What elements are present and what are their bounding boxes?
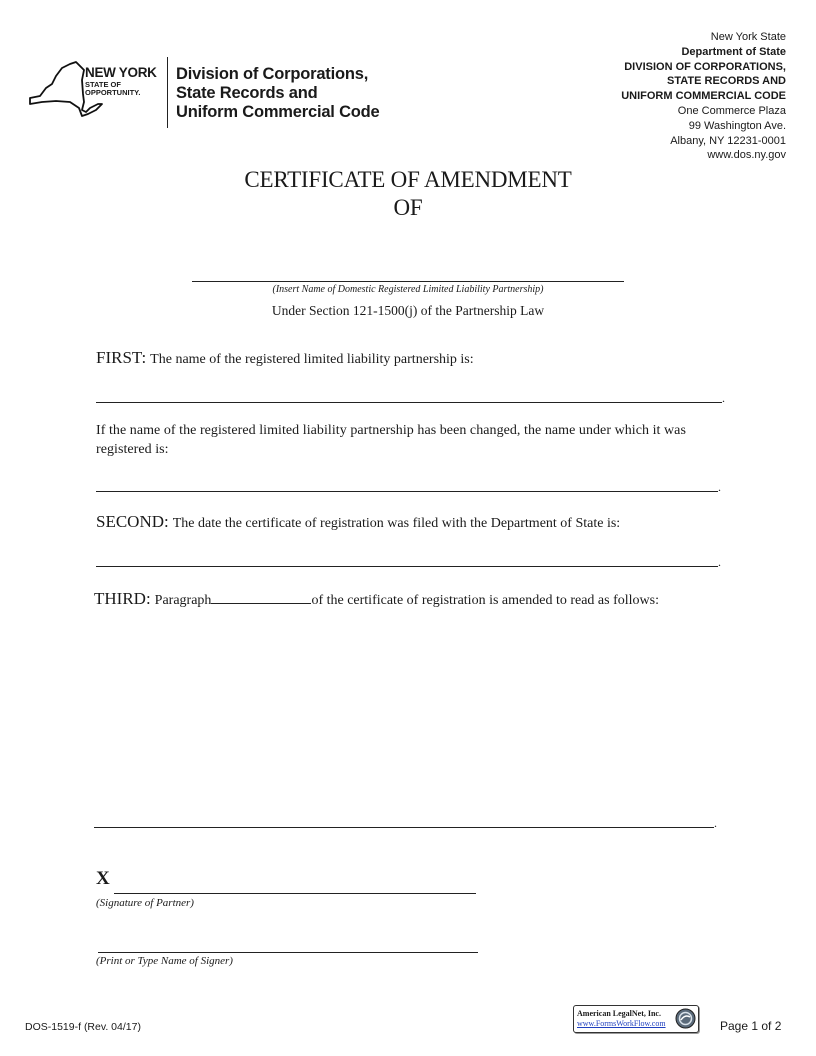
signature-field[interactable]	[114, 893, 476, 894]
first-text: The name of the registered limited liability partnership is:	[150, 352, 474, 367]
division-name-line: Division of Corporations,	[176, 65, 369, 83]
entity-name-field[interactable]	[192, 281, 624, 282]
agency-line: 99 Washington Ave.	[688, 119, 786, 132]
logo-state-name: NEW YORK	[85, 65, 157, 80]
form-number: DOS-1519-f (Rev. 04/17)	[25, 1021, 141, 1033]
period: .	[722, 391, 725, 405]
period: .	[718, 555, 721, 569]
amendment-text-line[interactable]	[94, 827, 714, 828]
filing-date-field[interactable]	[96, 566, 718, 567]
agency-line: DIVISION OF CORPORATIONS,	[624, 60, 786, 73]
entity-name-caption: (Insert Name of Domestic Registered Limited Liability Partnership)	[272, 284, 544, 295]
badge-company: American LegalNet, Inc.	[577, 1009, 661, 1018]
first-label: FIRST:	[96, 348, 147, 367]
agency-line: One Commerce Plaza	[677, 104, 786, 117]
agency-line: Department of State	[681, 45, 786, 58]
agency-website: www.dos.ny.gov	[707, 149, 786, 162]
amendment-text-area[interactable]	[94, 620, 716, 820]
badge-website: www.FormsWorkFlow.com	[577, 1019, 666, 1028]
former-name-field[interactable]	[96, 491, 718, 492]
agency-line: New York State	[710, 31, 786, 43]
period: .	[718, 480, 721, 494]
agency-address-block	[621, 30, 786, 163]
second-text: The date the certificate of registration was filed with the Department of State is:	[172, 516, 621, 531]
statute-reference: Under Section 121-1500(j) of the Partnership Law	[271, 303, 545, 318]
third-label: THIRD:	[94, 589, 151, 608]
division-name-line: Uniform Commercial Code	[176, 103, 380, 121]
second-label: SECOND:	[96, 512, 169, 531]
agency-line: UNIFORM COMMERCIAL CODE	[621, 90, 786, 103]
partnership-name-field[interactable]	[96, 402, 722, 403]
paragraph-number-field[interactable]	[211, 591, 311, 604]
badge-globe-icon	[675, 1008, 696, 1029]
page-number: Page 1 of 2	[720, 1019, 782, 1033]
period: .	[714, 816, 717, 830]
second-section-heading	[96, 512, 620, 532]
signer-name-caption: (Print or Type Name of Signer)	[96, 955, 233, 967]
third-text-after: of the certificate of registration is amended to read as follows:	[311, 593, 659, 608]
division-name-line: State Records and	[176, 84, 318, 102]
division-name	[176, 65, 380, 122]
logo-tagline: STATE OF OPPORTUNITY.	[85, 80, 141, 97]
document-title	[0, 166, 816, 222]
title-line-1: CERTIFICATE OF AMENDMENT	[244, 167, 572, 192]
agency-line: STATE RECORDS AND	[667, 75, 786, 88]
third-section-heading	[94, 589, 659, 609]
title-line-2: OF	[393, 195, 423, 220]
signer-name-field[interactable]	[98, 952, 478, 953]
first-changed-text: If the name of the registered limited liability partnership has been changed, the name under which it was registered is:	[96, 423, 686, 457]
third-text-before: Paragraph	[154, 593, 212, 608]
legalnet-badge[interactable]	[573, 1005, 699, 1033]
first-section-heading	[96, 348, 474, 368]
agency-line: Albany, NY 12231-0001	[670, 134, 786, 147]
logo-divider	[167, 57, 168, 128]
signature-mark: X	[96, 868, 110, 889]
signature-caption: (Signature of Partner)	[96, 897, 194, 909]
